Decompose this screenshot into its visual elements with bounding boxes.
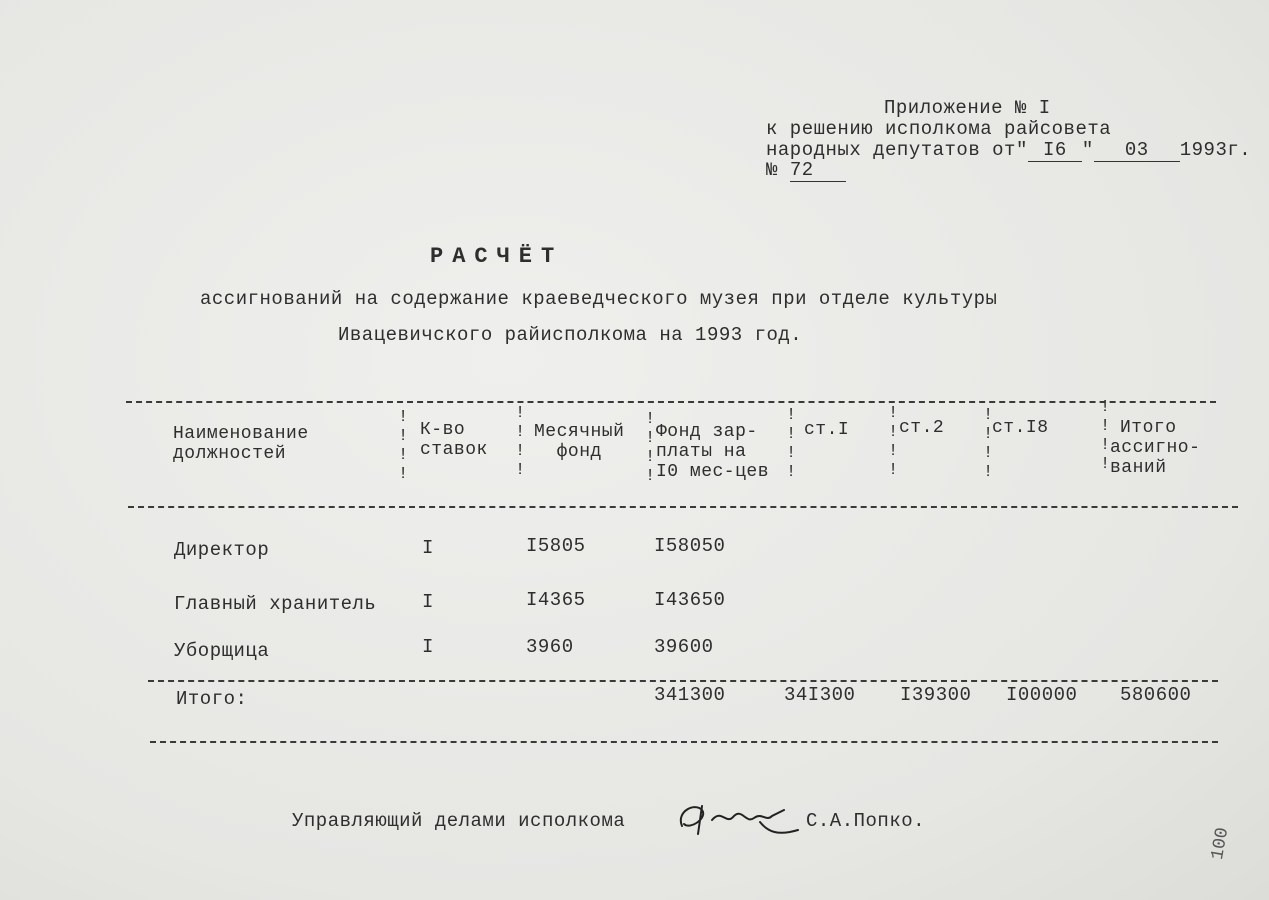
row-2-name: Главный хранитель <box>174 593 377 615</box>
table-top-rule <box>126 401 1216 403</box>
column-separator: ! ! ! ! <box>1100 398 1111 474</box>
footer-name: С.А.Попко. <box>806 810 926 832</box>
appendix-year: 1993г. <box>1179 139 1252 161</box>
appendix-line-2: к решению исполкома райсовета <box>766 118 1112 140</box>
appendix-quote: " <box>1081 139 1094 161</box>
page-number: 100 <box>1208 826 1234 862</box>
row-2-count: I <box>422 591 434 613</box>
column-separator: ! ! ! ! <box>398 408 409 484</box>
appendix-line-3 <box>766 140 1251 162</box>
totals-st18: I00000 <box>1006 684 1078 706</box>
appendix-month: 03 <box>1094 140 1180 162</box>
header-name-line-1: Наименование <box>173 424 309 444</box>
appendix-number-prefix: № <box>766 159 778 181</box>
column-separator: ! ! ! ! <box>983 406 994 482</box>
row-1-monthly: I5805 <box>526 535 586 557</box>
header-fund-line-2: платы на <box>656 442 747 462</box>
header-fund-line-1: Фонд зар- <box>656 422 758 442</box>
totals-st2: I39300 <box>900 684 972 706</box>
totals-label: Итого: <box>176 688 248 710</box>
column-separator: ! ! ! ! <box>786 406 797 482</box>
column-separator: ! ! ! ! <box>888 404 899 480</box>
header-monthly <box>534 422 624 462</box>
header-name <box>173 424 309 464</box>
header-count-line-1: К-во <box>420 420 466 440</box>
row-3-monthly: 3960 <box>526 636 574 658</box>
appendix-number <box>766 160 846 182</box>
totals-fund: 341300 <box>654 684 726 706</box>
header-st2: ст.2 <box>899 418 945 438</box>
row-2-monthly: I4365 <box>526 589 586 611</box>
row-1-count: I <box>422 537 434 559</box>
row-1-name: Директор <box>174 539 270 561</box>
footer-position: Управляющий делами исполкома <box>292 810 626 832</box>
handwritten-signature <box>672 796 802 844</box>
header-total <box>1110 418 1200 478</box>
row-2-fund: I43650 <box>654 589 726 611</box>
totals-total: 580600 <box>1120 684 1192 706</box>
table-bottom-rule <box>150 741 1218 743</box>
document-title: РАСЧЁТ <box>430 244 564 269</box>
document-subtitle-line-1: ассигнований на содержание краеведческого музея при отделе культуры <box>200 288 998 310</box>
column-separator: ! ! ! ! <box>515 404 526 480</box>
appendix-day: I6 <box>1028 140 1082 162</box>
row-3-count: I <box>422 636 434 658</box>
row-3-fund: 39600 <box>654 636 714 658</box>
table-totals-rule <box>148 680 1218 682</box>
header-total-line-1: Итого <box>1120 418 1177 438</box>
column-separator: ! ! ! ! <box>645 410 656 486</box>
header-st1: ст.I <box>804 420 850 440</box>
header-st18: ст.I8 <box>992 418 1049 438</box>
table-header-rule <box>128 506 1238 508</box>
header-total-line-2: ассигно- <box>1110 438 1201 458</box>
appendix-line-3-prefix: народных депутатов от" <box>766 139 1028 161</box>
header-fund-line-3: I0 мес-цев <box>656 462 770 482</box>
header-count-line-2: ставок <box>420 440 488 460</box>
appendix-line-1: Приложение № I <box>884 97 1051 119</box>
header-count <box>420 420 488 460</box>
header-name-line-2: должностей <box>173 444 287 464</box>
header-monthly-line-1: Месячный <box>534 422 625 442</box>
totals-st1: 34I300 <box>784 684 856 706</box>
row-3-name: Уборщица <box>174 640 270 662</box>
header-total-line-3: ваний <box>1110 458 1167 478</box>
row-1-fund: I58050 <box>654 535 726 557</box>
appendix-number-value: 72 <box>790 160 846 182</box>
header-fund <box>656 422 769 482</box>
header-monthly-line-2: фонд <box>556 442 602 462</box>
document-subtitle-line-2: Ивацевичского райисполкома на 1993 год. <box>338 324 803 346</box>
